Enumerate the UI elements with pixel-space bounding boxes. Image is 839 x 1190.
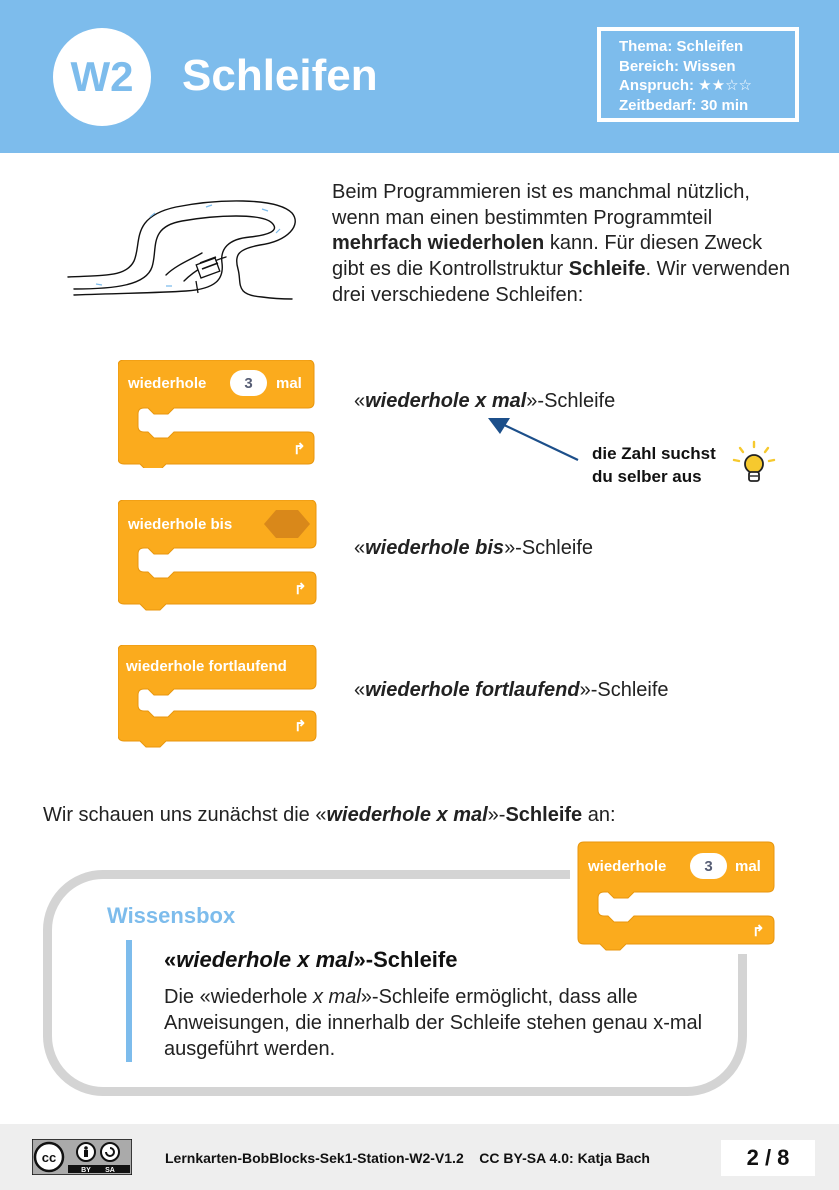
loop-arrow-icon: ↱ [294, 581, 307, 598]
caption-until-name: wiederhole bis [365, 537, 505, 559]
meta-anspruch [619, 76, 795, 96]
intro-text-2: kann. Für diesen Zweck gibt es die Kontrollstruktur [332, 232, 763, 281]
pointer-arrow-icon [484, 414, 584, 466]
repeat-forever-block [118, 645, 318, 749]
repeat-block-2 [570, 836, 782, 954]
lead-sentence [43, 804, 616, 827]
track-illustration-icon [66, 195, 298, 309]
lead-em: wiederhole x mal [326, 804, 488, 826]
loop-arrow-icon: ↱ [293, 441, 306, 458]
hint-line-2: du selber aus [592, 467, 702, 486]
cc-by-sa-license-icon [32, 1139, 132, 1175]
caption-repeat [354, 390, 615, 413]
caption-close: »-Schleife [579, 679, 669, 701]
hint-line-1: die Zahl suchst [592, 444, 716, 463]
caption-open: « [354, 679, 366, 701]
repeat-block-1 [118, 360, 318, 468]
intro-paragraph [332, 180, 792, 309]
meta-bereich: Bereich: Wissen [619, 57, 736, 75]
cc-by-label: BY [81, 1167, 91, 1174]
lightbulb-icon [732, 440, 778, 488]
caption-forever-name: wiederhole fortlaufend [365, 679, 580, 701]
wissensbox-title: Wissensbox [107, 903, 236, 928]
footer-credit: Lernkarten-BobBlocks-Sek1-Station-W2-V1.2 CC BY-SA 4.0: Katja Bach [165, 1150, 650, 1166]
cc-sa-label: SA [105, 1167, 115, 1174]
wb-head-close: »-Schleife [353, 947, 458, 972]
caption-close: »-Schleife [526, 390, 616, 412]
repeat-block-1-suffix: mal [276, 375, 302, 392]
repeat-block-1-label: wiederhole [128, 375, 207, 392]
station-badge: W2 [53, 28, 151, 126]
wb-head-open: « [164, 947, 177, 972]
page-number: 2 / 8 [721, 1140, 815, 1176]
lead-mid: »- [487, 804, 506, 826]
intro-text-1: Beim Programmieren ist es manchmal nützlich, wenn man einen bestimmten Programmteil [332, 181, 750, 229]
wissensbox-body [164, 984, 724, 1062]
meta-zeit: Zeitbedarf: 30 min [619, 96, 749, 114]
wb-body-em: x mal [312, 986, 361, 1008]
repeat-block-2-suffix: mal [735, 858, 761, 875]
wissensbox-accent-bar [126, 940, 132, 1062]
wb-head-em: wiederhole x mal [176, 947, 354, 972]
caption-open: « [354, 537, 366, 559]
wissensbox-heading [164, 947, 457, 973]
meta-anspruch-label: Anspruch: [619, 77, 694, 94]
hint-text [592, 442, 716, 488]
intro-bold-2: Schleife [568, 258, 646, 281]
loop-arrow-icon: ↱ [752, 923, 765, 940]
svg-text:cc: cc [41, 1150, 57, 1165]
repeat-until-block [118, 500, 318, 612]
intro-text-3: . Wir verwenden drei verschiedene Schleifen: [332, 258, 790, 306]
intro-bold-1: mehrfach wiederholen [332, 232, 545, 255]
meta-thema: Thema: Schleifen [619, 38, 744, 55]
repeat-forever-label: wiederhole fortlaufend [126, 658, 287, 675]
caption-open: « [354, 390, 366, 412]
repeat-block-2-count: 3 [704, 858, 713, 875]
repeat-block-1-count: 3 [244, 375, 253, 392]
repeat-until-label: wiederhole bis [128, 516, 233, 533]
lead-post: an: [582, 804, 616, 826]
repeat-block-2-label: wiederhole [588, 858, 667, 875]
loop-arrow-icon: ↱ [294, 718, 307, 735]
wb-body-post: »-Schleife ermöglicht, dass alle Anweisungen, die innerhalb der Schleife stehen genau x-mal ausgeführt werden. [164, 986, 703, 1060]
wb-body-pre: Die «wiederhole [164, 986, 313, 1008]
meta-box [597, 27, 799, 122]
star-rating-icon: ★★☆☆ [698, 77, 752, 94]
page-title: Schleifen [182, 51, 378, 100]
lead-pre: Wir schauen uns zunächst die « [43, 804, 327, 826]
caption-close: »-Schleife [504, 537, 593, 559]
lead-bold: Schleife [505, 804, 583, 826]
caption-until [354, 537, 593, 560]
caption-forever [354, 679, 669, 702]
caption-repeat-name: wiederhole x mal [365, 390, 527, 412]
